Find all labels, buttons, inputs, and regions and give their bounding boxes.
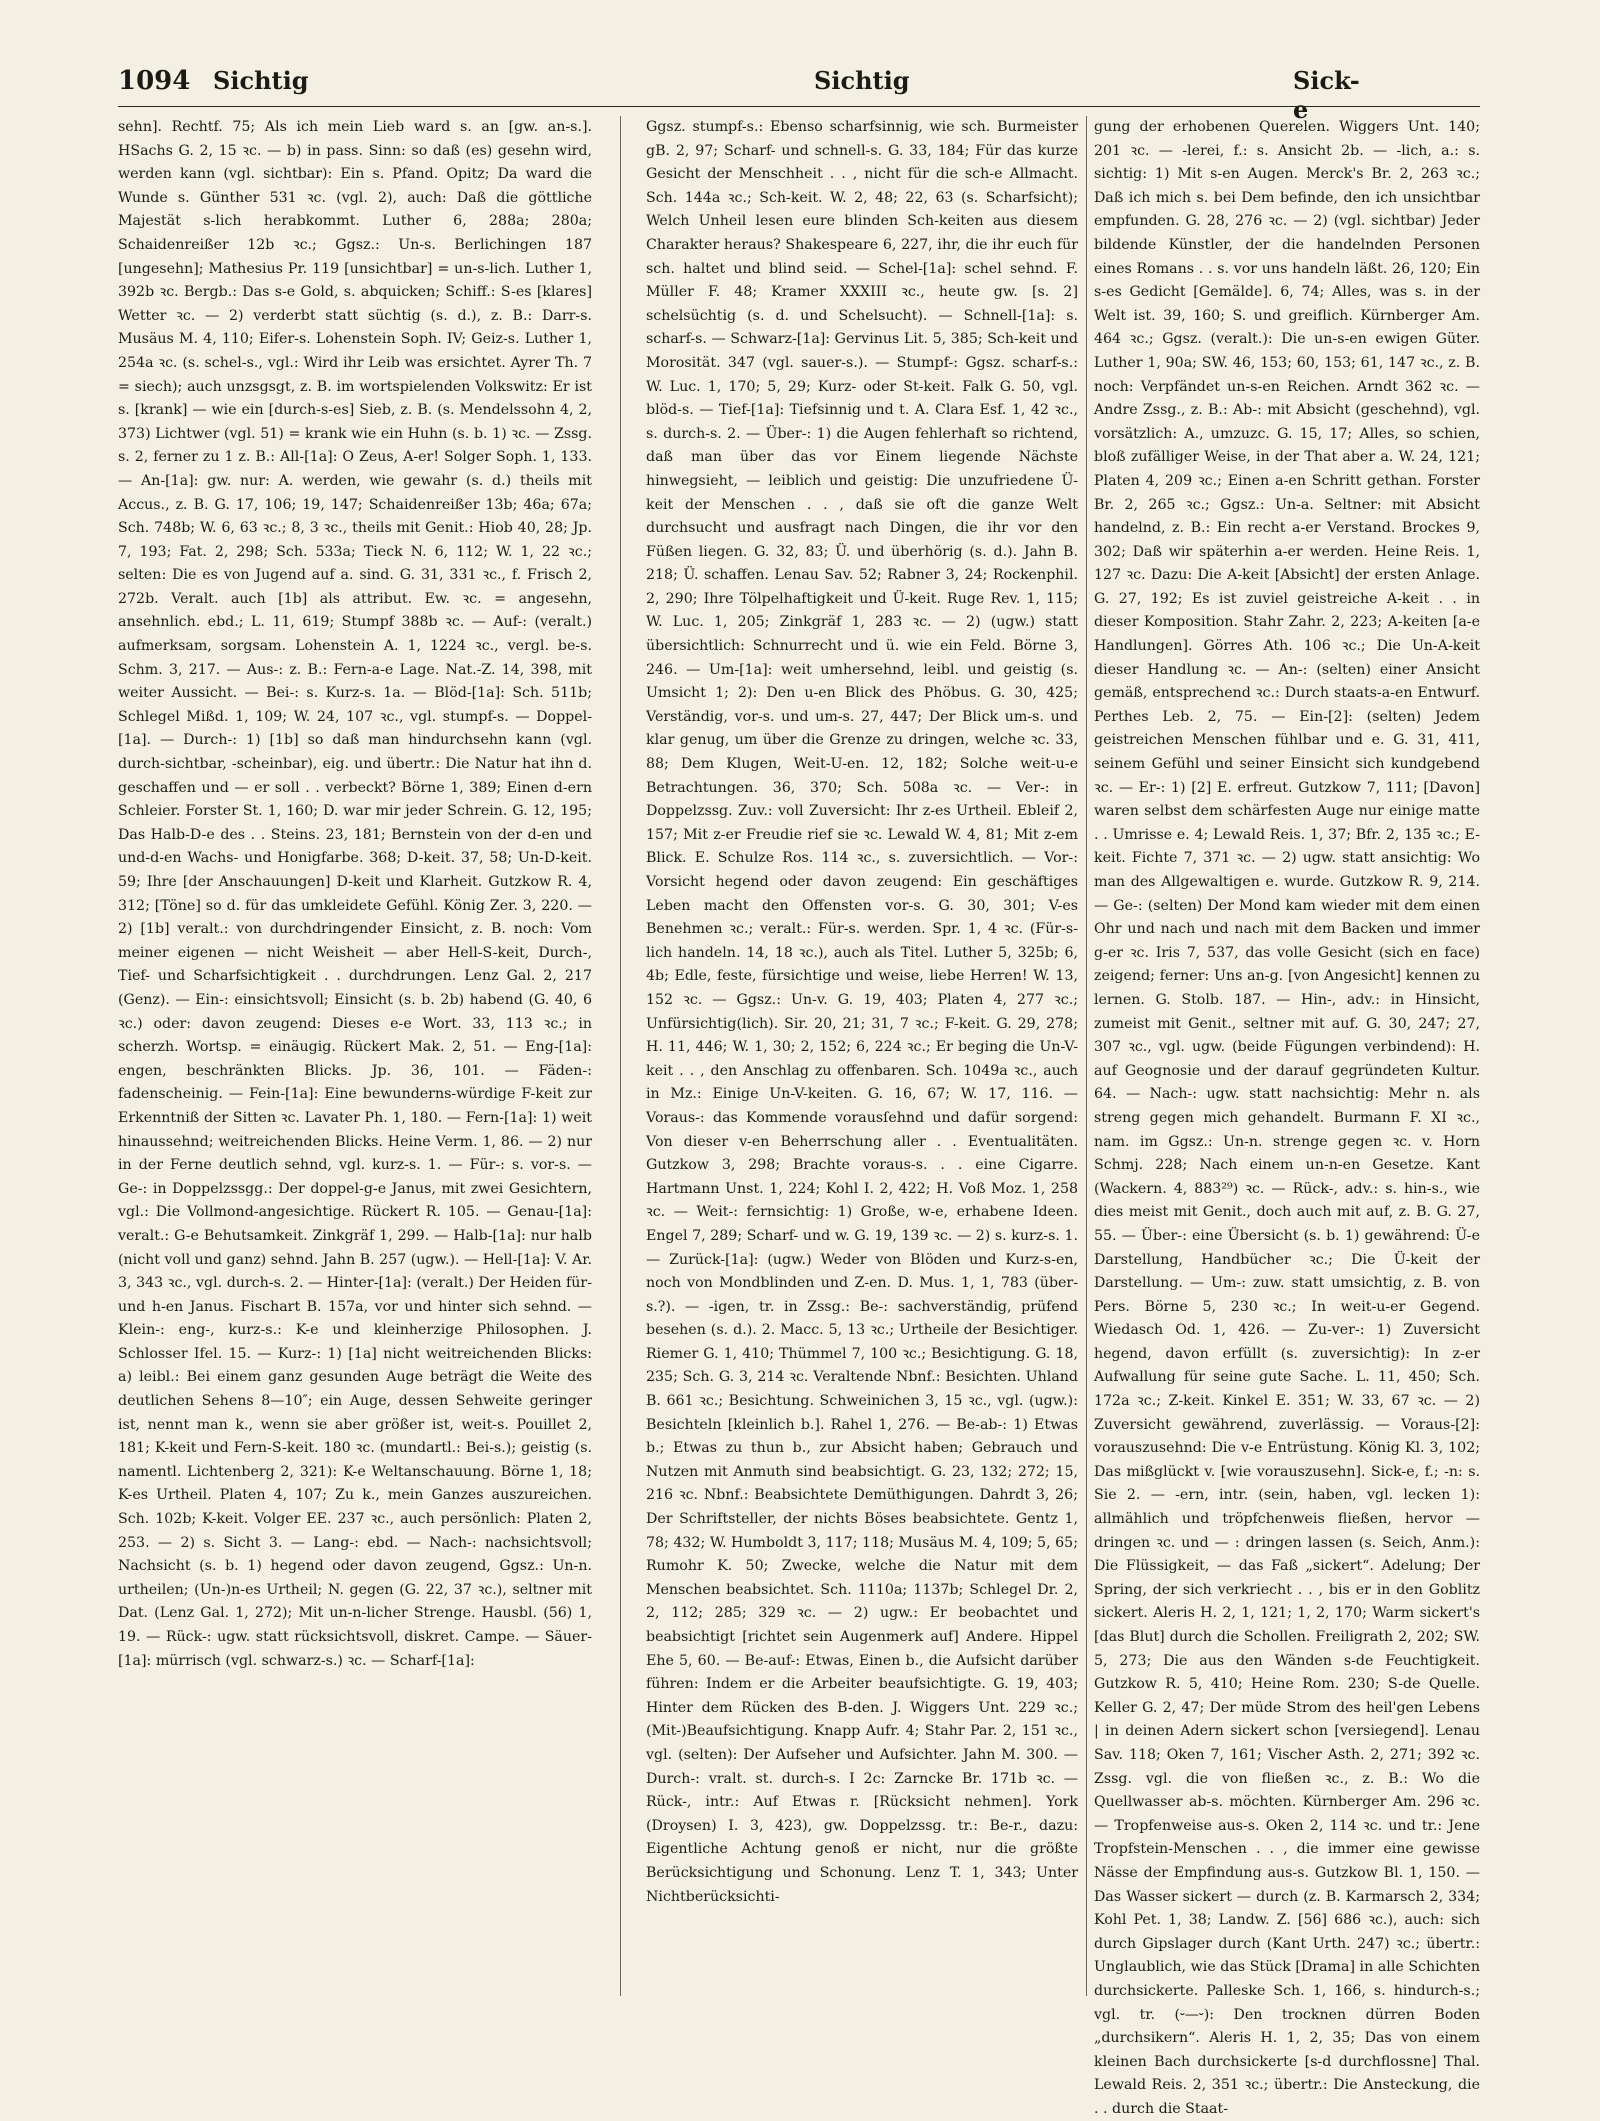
column-middle-text: Ggsz. stumpf-s.: Ebenso scharfsinnig, wie sch. Burmeister gB. 2, 97; Scharf- und schnell-s. G. 33, 184; Für das kurze Gesicht der Menschheit . . , nicht für die sch-e Allmacht. Sch. 144a ꝛc.; Sch-keit. W. 2, 48; 22, 63 (s. Scharfsicht); Welch Unheil lesen eure blinden Sch-keiten aus diesem Charakter heraus? Shakespeare 6, 227, ihr, die ihr euch für sch. haltet und blind seid. — Schel-[1a]: schel sehnd. F. Müller F. 48; Kramer XXXIII ꝛc., heute gw. [s. 2] schelsüchtig (s. d. und Schelsucht). — Schnell-[1a]: s. scharf-s. — Schwarz-[1a]: Gervinus Lit. 5, 385; Sch-keit und Morosität. 347 (vgl. sauer-s.). — Stumpf-: Ggsz. scharf-s.: W. Luc. 1, 170; 5, 29; Kurz- oder St-keit. Falk G. 50, vgl. blöd-s. — Tief-[1a]: Tiefsinnig und t. A. Clara Esf. 1, 42 ꝛc., s. durch-s. 2. — Über-: 1) die Augen fehlerhaft so richtend, daß man über das vor Einem liegende Nächste hinwegsieht, — leiblich und geistig: Die unzufriedene Ü-keit der Menschen . . , daß sie oft die ganze Welt durchsucht und ausfragt nach Dingen, die ihr vor den Füßen liegen. G. 32, 83; Ü. und überhörig (s. d.). Jahn B. 218; Ü. schaffen. Lenau Sav. 52; Rabner 3, 24; Rockenphil. 2, 290; Ihre Tölpelhaftigkeit und Ü-keit. Ruge Rev. 1, 115; W. Luc. 1, 205; Zinkgräf 1, 283 ꝛc. — 2) (ugw.) statt übersichtlich: Schnurrecht und ü. wie ein Feld. Börne 3, 246. — Um-[1a]: weit umhersehnd, leibl. und geistig (s. Umsicht 1; 2): Den u-en Blick des Phöbus. G. 30, 425; Verständig, vor-s. und um-s. 27, 447; Der Blick um-s. und klar genug, um über die Grenze zu dringen, welche ꝛc. 33, 88; Dem Klugen, Weit-U-en. 12, 182; Solche weit-u-e Betrachtungen. 36, 370; Sch. 508a ꝛc. — Ver-: in Doppelzssg. Zuv.: voll Zuversicht: Ihr z-es Urtheil. Ebleif 2, 157; Mit z-er Freudie rief sie ꝛc. Lewald W. 4, 81; Mit z-em Blick. E. Schulze Ros. 114 ꝛc., s. zuversichtlich. — Vor-: Vorsicht hegend oder davon zeugend: Ein geschäftiges Leben macht den Offensten vor-s. G. 30, 301; V-es Benehmen ꝛc.; veralt.: Für-s. werden. Spr. 1, 4 ꝛc. (Für-s-lich handeln. 14, 18 ꝛc.), auch als Titel. Luther 5, 325b; 6, 4b; Edle, feste, fürsichtige und weise, liebe Herren! W. 13, 152 ꝛc. — Ggsz.: Un-v. G. 19, 403; Platen 4, 277 ꝛc.; Unfürsichtig(lich). Sir. 20, 21; 31, 7 ꝛc.; F-keit. G. 29, 278; H. 11, 446; W. 1, 30; 2, 152; 6, 224 ꝛc.; Er beging die Un-V-keit . . , den Anschlag zu offenbaren. Sch. 1049a ꝛc., auch in Mz.: Einige Un-V-keiten. G. 16, 67; W. 17, 116. — Voraus-: das Kommende vorausſehnd und dafür sorgend: Von dieser v-en Beherrschung aller . . Eventualitäten. Gutzkow 3, 298; Brachte voraus-s. . . eine Cigarre. Hartmann Unst. 1, 224; Kohl I. 2, 422; H. Voß Moz. 1, 258 ꝛc. — Weit-: fernsichtig: 1) Große, w-e, erhabene Ideen. Engel 7, 289; Scharf- und w. G. 19, 139 ꝛc. — 2) s. kurz-s. 1. — Zurück-[1a]: (ugw.) Weder von Blöden und Kurz-s-en, noch von Mondblinden und Z-en. D. Mus. 1, 1, 783 (über-s.?). — -igen, tr. in Zssg.: Be-: sachverständig, prüfend besehen (s. d.). 2. Macc. 5, 13 ꝛc.; Urtheile der Besichtiger. Riemer G. 1, 410; Thümmel 7, 100 ꝛc.; Besichtigung. G. 18, 235; Sch. G. 3, 214 ꝛc. Veraltende Nbnf.: Besichten. Uhland B. 661 ꝛc.; Besichtung. Schweinichen 3, 15 ꝛc., vgl. (ugw.): Besichteln [kleinlich b.]. Rahel 1, 276. — Be-ab-: 1) Etwas b.; Etwas zu thun b., zur Absicht haben; Gebrauch und Nutzen mit Anmuth sind beabsichtigt. G. 23, 132; 272; 15, 216 ꝛc. Nbnf.: Beabsichtete Demüthigungen. Dahrdt 3, 26; Der Schriftsteller, der nichts Böses beabsichtete. Gentz 1, 78; 432; W. Humboldt 3, 117; 118; Musäus M. 4, 109; 5, 65; Rumohr K. 50; Zwecke, welche die Natur mit dem Menschen beabsichtet. Sch. 1110a; 1137b; Schlegel Dr. 2, 2, 112; 285; 329 ꝛc. — 2) ugw.: Er beobachtet und beabsichtigt [richtet sein Augenmerk auf] Andere. Hippel Ehe 5, 60. — Be-auf-: Etwas, Einen b., die Aufsicht darüber führen: Indem er die Arbeiter beaufsichtigte. G. 19, 403; Hinter dem Rücken des B-den. J. Wiggers Unt. 229 ꝛc.; (Mit-)Beaufsichtigung. Knapp Aufr. 4; Stahr Par. 2, 151 ꝛc., vgl. (selten): Der Aufseher und Aufsichter. Jahn M. 300. — Durch-: vralt. st. durch-s. I 2c: Zarncke Br. 171b ꝛc. — Rück-, intr.: Auf Etwas r. [Rücksicht nehmen]. York (Droysen) I. 3, 423), gw. Doppelzssg. tr.: Be-r., dazu: Eigentliche Achtung genoß er nicht, nur die größte Berücksichtigung und Schonung. Lenz T. 1, 343; Unter Nichtberücksichti- [646,119,1078,1905]
text-column-middle [646,116,1078,2006]
column-left-text: sehn]. Rechtf. 75; Als ich mein Lieb ward s. an [gw. an-s.]. HSachs G. 2, 15 ꝛc. — b) in pass. Sinn: so daß (es) gesehn wird, werden kann (vgl. sichtbar): Ein s. Pfand. Opitz; Da ward die Wunde s. Günther 531 ꝛc. (vgl. 2), auch: Daß die göttliche Majestät s-lich herabkommt. Luther 6, 288a; 280a; Schaidenreißer 12b ꝛc.; Ggsz.: Un-s. Berlichingen 187 [ungesehn]; Mathesius Pr. 119 [unsichtbar] = un-s-lich. Luther 1, 392b ꝛc. Bergb.: Das s-e Gold, s. abquicken; Schiff.: S-es [klares] Wetter ꝛc. — 2) verderbt statt süchtig (s. d.), z. B.: Darr-s. Musäus M. 4, 110; Eifer-s. Lohenstein Soph. IV; Geiz-s. Luther 1, 254a ꝛc. (s. schel-s., vgl.: Wird ihr Leib was ersichtet. Ayrer Th. 7 = siech); auch unzsgsgt, z. B. im wortspielenden Volkswitz: Er ist s. [krank] — wie ein [durch-s-es] Sieb, z. B. (s. Mendelssohn 4, 2, 373) Lichtwer (vgl. 51) = krank wie ein Huhn (s. b. 1) ꝛc. — Zssg. s. 2, ferner zu 1 z. B.: All-[1a]: O Zeus, A-er! Solger Soph. 1, 133. — An-[1a]: gw. nur: A. werden, wie gewahr (s. d.) theils mit Accus., z. B. G. 17, 106; 19, 147; Schaidenreißer 13b; 46a; 67a; Sch. 748b; W. 6, 63 ꝛc.; 8, 3 ꝛc., theils mit Genit.: Hiob 40, 28; Jp. 7, 193; Fat. 2, 298; Sch. 533a; Tieck N. 6, 112; W. 1, 22 ꝛc.; selten: Die es von Jugend auf a. sind. G. 31, 331 ꝛc., f. Frisch 2, 272b. Veralt. auch [1b] als attribut. Ew. ꝛc. = angesehn, ansehnlich. ebd.; L. 11, 619; Stumpf 388b ꝛc. — Auf-: (veralt.) aufmerksam, sorgsam. Lohenstein A. 1, 1224 ꝛc., vergl. be-s. Schm. 3, 217. — Aus-: z. B.: Fern-a-e Lage. Nat.-Z. 14, 398, mit weiter Aussicht. — Bei-: s. Kurz-s. 1a. — Blöd-[1a]: Sch. 511b; Schlegel Mißd. 1, 109; W. 24, 107 ꝛc., vgl. stumpf-s. — Doppel-[1a]. — Durch-: 1) [1b] so daß man hindurchsehn kann (vgl. durch-sichtbar, -scheinbar), eig. und übertr.: Die Natur hat ihn d. geschaffen und — er soll . . verbeckt? Börne 1, 389; Einen d-ern Schleier. Forster St. 1, 160; D. war mir jeder Schrein. G. 12, 195; Das Halb-D-e des . . Steins. 23, 181; Bernstein von der d-en und und-d-en Wachs- und Honigfarbe. 368; D-keit. 37, 58; Un-D-keit. 59; Ihre [der Anschauungen] D-keit und Klarheit. Gutzkow R. 4, 312; [Töne] so d. für das umkleidete Gefühl. König Zer. 3, 220. — 2) [1b] veralt.: von durchdringender Einsicht, z. B. noch: Vom meiner eigenen — nicht Weisheit — aber Hell-S-keit, Durch-, Tief- und Scharfsichtigkeit . . durchdrungen. Lenz Gal. 2, 217 (Genz). — Ein-: einsichtsvoll; Einsicht (s. b. 2b) habend (G. 40, 6 ꝛc.) oder: davon zeugend: Dieses e-e Wort. 33, 113 ꝛc.; in scherzh. Wortsp. = einäugig. Rückert Mak. 2, 51. — Eng-[1a]: engen, beschränkten Blicks. Jp. 36, 101. — Fäden-: fadenscheinig. — Fein-[1a]: Eine bewunderns-würdige F-keit zur Erkenntniß der Sitten ꝛc. Lavater Ph. 1, 180. — Fern-[1a]: 1) weit hinaussehnd; weitreichenden Blicks. Heine Verm. 1, 86. — 2) nur in der Ferne deutlich sehnd, vgl. kurz-s. 1. — Für-: s. vor-s. — Ge-: in Doppelzssgg.: Der doppel-g-e Janus, mit zwei Gesichtern, vgl.: Die Vollmond-angesichtige. Rückert R. 105. — Genau-[1a]: veralt.: G-e Behutsamkeit. Zinkgräf 1, 299. — Halb-[1a]: nur halb (nicht voll und ganz) sehnd. Jahn B. 257 (ugw.). — Hell-[1a]: V. Ar. 3, 343 ꝛc., vgl. durch-s. 2. — Hinter-[1a]: (veralt.) Der Heiden für- und h-en Janus. Fischart B. 157a, vor und hinter sich sehnd. — Klein-: eng-, kurz-s.: K-e und kleinherzige Philosophen. J. Schlosser Ifel. 15. — Kurz-: 1) [1a] nicht weitreichenden Blicks: a) leibl.: Bei einem ganz gesunden Auge beträgt die Weite des deutlichen Sehens 8—10″; ein Auge, dessen Sehweite geringer ist, nennt man k., wenn sie aber größer ist, weit-s. Pouillet 2, 181; K-keit und Fern-S-keit. 180 ꝛc. (mundartl.: Bei-s.); geistig (s. namentl. Lichtenberg 2, 321): K-e Weltanschauung. Börne 1, 18; K-es Urtheil. Platen 4, 107; Zu k., mein Ganzes auszureichen. Sch. 102b; K-keit. Volger EE. 237 ꝛc., auch persönlich: Platen 2, 253. — 2) s. Sicht 3. — Lang-: ebd. — Nach-: nachsichtsvoll; Nachsicht (s. b. 1) hegend oder davon zeugend, Ggsz.: Un-n. urtheilen; (Un-)n-es Urtheil; N. gegen (G. 22, 37 ꝛc.), seltner mit Dat. (Lenz Gal. 1, 272); Mit un-n-licher Strenge. Hausbl. (56) 1, 19. — Rück-: ugw. statt rücksichtsvoll, diskret. Campe. — Säuer-[1a]: mürrisch (vgl. schwarz-s.) ꝛc. — Scharf-[1a]: [118,119,592,1669]
column-divider-1 [620,116,621,1996]
text-column-left [118,116,592,2006]
running-header [118,56,1360,124]
header-center-word: Sichtig [814,66,910,95]
page-number: 1094 [118,66,191,96]
column-right-text: gung der erhobenen Querelen. Wiggers Unt. 140; 201 ꝛc. — -lerei, f.: s. Ansicht 2b. — -lich, a.: s. sichtig: 1) Mit s-en Augen. Merck's Br. 2, 263 ꝛc.; Daß ich mich s. bei Dem befinde, den ich unsichtbar empfunden. G. 28, 276 ꝛc. — 2) (vgl. sichtbar) Jeder bildende Künstler, der die handelnden Personen eines Romans . . s. vor uns handeln läßt. 26, 120; Ein s-es Gedicht [Gemälde]. 6, 74; Alles, was s. in der Welt ist. 39, 160; S. und greiflich. Kürnberger Am. 464 ꝛc.; Ggsz. (veralt.): Die un-s-en ewigen Güter. Luther 1, 90a; SW. 46, 153; 60, 153; 61, 147 ꝛc., z. B. noch: Verpfändet un-s-en Reichen. Arndt 362 ꝛc. — Andre Zssg., z. B.: Ab-: mit Absicht (geschehnd), vgl. vorsätzlich: A., umzuzc. G. 15, 17; Alles, so schien, bloß zufälliger Weise, in der That aber a. W. 24, 121; Platen 4, 209 ꝛc.; Einen a-en Schritt gethan. Forster Br. 2, 265 ꝛc.; Ggsz.: Un-a. Seltner: mit Absicht handelnd, z. B.: Ein recht a-er Verstand. Brockes 9, 302; Daß wir späterhin a-er werden. Heine Reis. 1, 127 ꝛc. Dazu: Die A-keit [Absicht] der ersten Anlage. G. 27, 192; Es ist zuviel geistreiche A-keit . . in dieser Komposition. Stahr Zahr. 2, 223; A-keiten [a-e Handlungen]. Görres Ath. 106 ꝛc.; Die Un-A-keit dieser Handlung ꝛc. — An-: (selten) einer Ansicht gemäß, entsprechend ꝛc.: Durch staats-a-en Entwurf. Perthes Leb. 2, 75. — Ein-[2]: (selten) Jedem geistreichen Menschen fühlbar und e. G. 31, 411, seinem Gefühl und seiner Einsicht sich kundgebend ꝛc. — Er-: 1) [2] E. erfreut. Gutzkow 7, 111; [Davon] waren selbst dem schärfesten Auge nur einige matte . . Umrisse e. 4; Lewald Reis. 1, 37; Bfr. 2, 135 ꝛc.; E-keit. Fichte 7, 371 ꝛc. — 2) ugw. statt ansichtig: Wo man des Allgewaltigen e. wurde. Gutzkow R. 9, 214. — Ge-: (selten) Der Mond kam wieder mit dem einen Ohr und nach und nach mit dem Backen und immer g-er ꝛc. Iris 7, 537, das volle Gesicht (sich en face) zeigend; ferner: Uns an-g. [von Angesicht] kennen zu lernen. G. Stolb. 187. — Hin-, adv.: in Hinsicht, zumeist mit Genit., seltner mit auf. G. 30, 247; 27, 307 ꝛc., vgl. ugw. (beide Fügungen verbindend): H. auf Geognosie und der darauf gegründeten Kultur. 64. — Nach-: ugw. statt nachsichtig: Mehr n. als streng gegen mich gehandelt. Burmann F. XI ꝛc., nam. im Ggsz.: Un-n. strenge gegen ꝛc. v. Horn Schmj. 228; Nach einem un-n-en Gesetze. Kant (Wackern. 4, 883²⁹) ꝛc. — Rück-, adv.: s. hin-s., wie dies meist mit Genit., doch auch mit auf, z. B. G. 27, 55. — Über-: eine Übersicht (s. b. 1) gewährend: Ü-e Darstellung, Handbücher ꝛc.; Die Ü-keit der Darstellung. — Um-: zuw. statt umsichtig, z. B. von Pers. Börne 5, 230 ꝛc.; In weit-u-er Gegend. Wiedasch Od. 1, 426. — Zu-ver-: 1) Zuversicht hegend, davon erfüllt (s. zuversichtig): In z-er Aufwallung für seine gute Sache. L. 11, 450; Sch. 172a ꝛc.; Z-keit. Kinkel E. 351; W. 33, 67 ꝛc. — 2) Zuversicht gewährend, zuverlässig. — Voraus-[2]: vorauszusehnd: Die v-e Entrüstung. König Kl. 3, 102; Das mißglückt v. [wie vorauszusehn]. Sick-e, f.; -n: s. Sie 2. — -ern, intr. (sein, haben, vgl. lecken 1): allmählich und tröpfchenweis fließen, hervor — dringen ꝛc. und — : dringen lassen (s. Seich, Anm.): Die Flüssigkeit, — das Faß „sickert“. Adelung; Der Spring, der sich verkriecht . . , bis er in den Goblitz sickert. Aleris H. 2, 1, 121; 1, 2, 170; Warm sickert's [das Blut] durch die Schollen. Freiligrath 2, 202; SW. 5, 273; Die aus den Wänden s-de Feuchtigkeit. Gutzkow R. 5, 410; Heine Rom. 230; S-de Quelle. Keller G. 2, 47; Der müde Strom des heil'gen Lebens | in deinen Adern sickert schon [versiegend]. Lenau Sav. 118; Oken 7, 161; Vischer Asth. 2, 271; 392 ꝛc. Zssg. vgl. die von fließen ꝛc., z. B.: Wo die Quellwasser ab-s. möchten. Kürnberger Am. 296 ꝛc. — Tropfenweise aus-s. Oken 2, 114 ꝛc. und tr.: Jene Tropfstein-Menschen . . , die immer eine gewisse Nässe der Empfindung aus-s. Gutzkow Bl. 1, 150. — Das Wasser sickert — durch (z. B. Karmarsch 2, 334; Kohl Pet. 1, 38; Landw. Z. [56] 686 ꝛc.), auch: sich durch Gipslager durch (Kant Urth. 247) ꝛc.; übertr.: Unglaublich, wie das Stück [Drama] in alle Schichten durchsickerte. Palleske Sch. 1, 166, s. hindurch-s.; vgl. tr. (⏑—⏑): Den trocknen dürren Boden „durchsikern“. Aleris H. 1, 2, 35; Das von einem kleinen Bach durchsickerte [s-d durchflossne] Thal. Lewald Reis. 2, 351 ꝛc.; übertr.: Die Ansteckung, die . . durch die Staat- [1094,119,1480,2117]
header-left-word: Sichtig [213,66,309,95]
column-divider-2 [1086,116,1087,1996]
text-column-right [1094,116,1480,2117]
header-right-word: Sick-e [1293,66,1360,124]
header-rule [118,106,1480,107]
